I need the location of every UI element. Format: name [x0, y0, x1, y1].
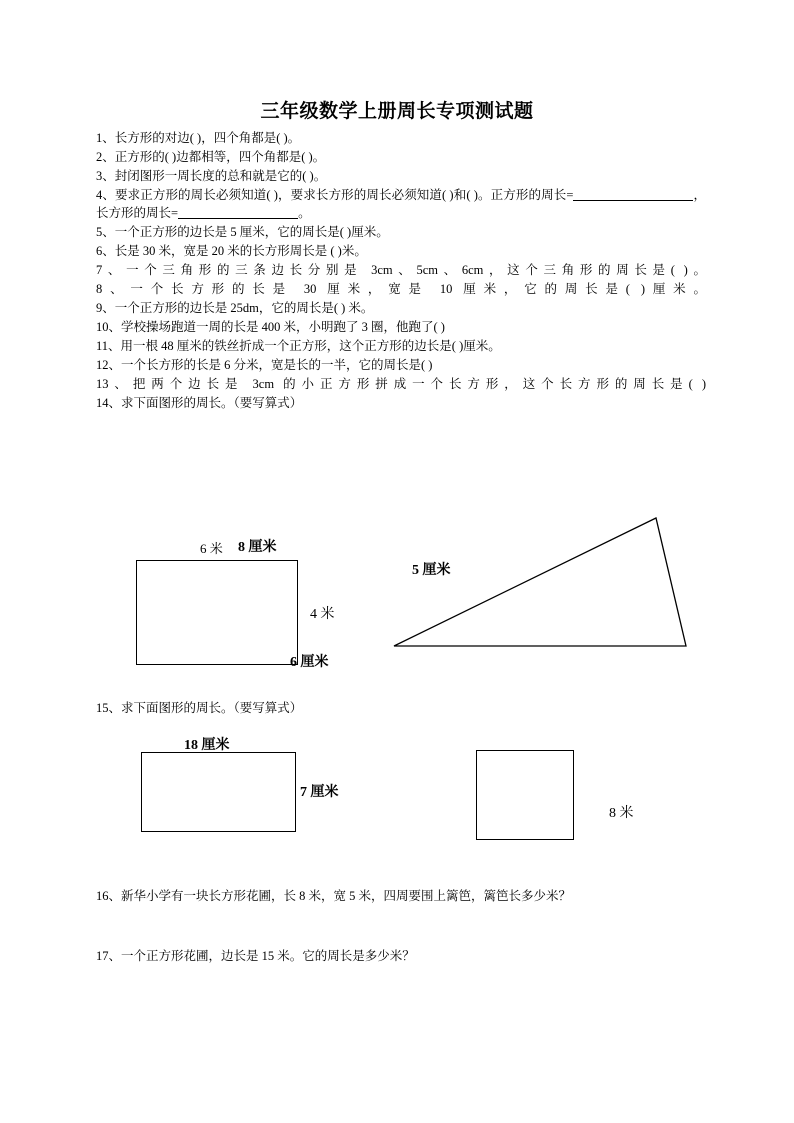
answer-blank-rect-perimeter[interactable]: [178, 206, 298, 219]
rectangle-shape-15: [141, 752, 296, 832]
question-item-15: 15、求下面图形的周长。（要写算式）: [96, 701, 303, 715]
question-item-3: 3、封闭图形一周长度的总和就是它的( )。: [96, 169, 327, 183]
rectangle-top-label-14: 6 米: [200, 541, 223, 556]
rectangle-right-label-14: 4 米: [310, 607, 335, 622]
question-item-1: 1、长方形的对边( )，四个角都是( )。: [96, 131, 301, 145]
figure-group-15: [96, 730, 706, 870]
figure-group-14: [96, 506, 706, 686]
question-item-13: 13、把两个边长是 3cm 的小正方形拼成一个长方形，这个长方形的周长是( ): [96, 376, 706, 391]
triangle-shape-14: [386, 506, 696, 656]
question-item-12: 12、一个长方形的长是 6 分米，宽是长的一半，它的周长是( ): [96, 357, 433, 372]
question-item-9: 9、一个正方形的边长是 25dm，它的周长是( ) 米。: [96, 300, 374, 315]
square-shape-15: [476, 750, 574, 840]
question-item-17: 17、一个正方形花圃，边长是 15 米。它的周长是多少米？: [96, 949, 415, 963]
answer-blank-square-perimeter[interactable]: [573, 188, 693, 201]
question-item-2: 2、正方形的( )边都相等，四个角都是( )。: [96, 150, 326, 164]
triangle-base-label-14: 6 厘米: [290, 655, 329, 670]
square-right-label-15: 8 米: [609, 806, 634, 821]
question-item-10: 10、学校操场跑道一周的长是 400 米，小明跑了 3 圈，他跑了( ): [96, 319, 445, 334]
question-item-4: [96, 187, 706, 222]
page-title: 三年级数学上册周长专项测试题: [260, 101, 534, 122]
question-item-16: 16、新华小学有一块长方形花圃，长 8 米，宽 5 米，四周要围上篱笆，篱笆长多少米？: [96, 889, 572, 903]
rectangle-right-label-15: 7 厘米: [300, 785, 339, 800]
question-item-5: 5、一个正方形的边长是 5 厘米，它的周长是( )厘米。: [96, 224, 389, 239]
rectangle-top-label-15: 18 厘米: [184, 738, 230, 753]
question-item-11: 11、用一根 48 厘米的铁丝折成一个正方形，这个正方形的边长是( )厘米。: [96, 338, 501, 353]
question-item-8: 8、一个长方形的长是 30 厘米，宽是 10 厘米，它的周长是( )厘米。: [96, 281, 706, 296]
triangle-hypotenuse-label-14: 8 厘米: [238, 540, 277, 555]
question-item-14: 14、求下面图形的周长。（要写算式）: [96, 395, 303, 410]
triangle-side-label-14: 5 厘米: [412, 563, 451, 578]
question-4-part2: ，长方形的周长=: [96, 188, 706, 220]
question-item-6: 6、长是 30 米，宽是 20 米的长方形周长是 ( )米。: [96, 243, 367, 258]
question-4-part1: 4、要求正方形的周长必须知道( )，要求长方形的周长必须知道( )和( )。正方形的周长=: [96, 188, 574, 202]
questions-list: [96, 130, 706, 414]
rectangle-shape-14: [136, 560, 298, 665]
question-4-part3: 。: [298, 205, 311, 220]
question-item-7: 7、一个三角形的三条边长分别是 3cm、5cm、6cm，这个三角形的周长是( )。: [96, 262, 706, 277]
